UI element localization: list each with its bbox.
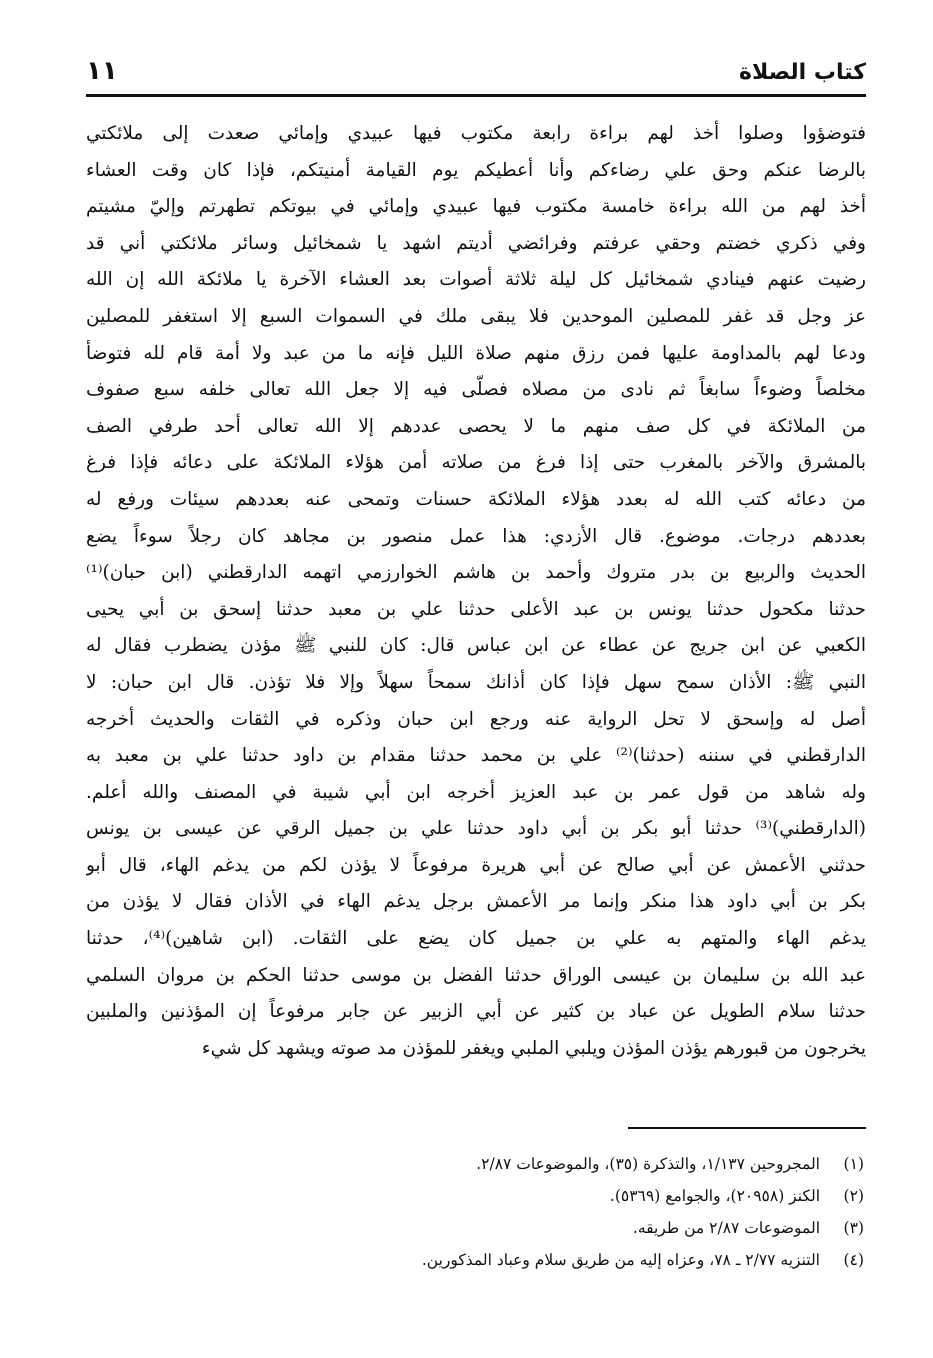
footnote-text: الموضوعات ٢/٨٧ من طريقه.: [632, 1219, 820, 1237]
text-line: يخرجون من قبورهم يؤذن المؤذن ويلبي الملبي ويغفر للمؤذن مد صوته ويشهد كل شيء: [201, 1037, 866, 1059]
text-line: وله شاهد من قول عمر بن عبد العزيز أخرجه ابن أبي شيبة في المصنف والله أعلم.: [86, 781, 866, 803]
text-line: حدثني الأعمش عن أبي صالح عن أبي هريرة مرفوعاً لا يؤذن لكم من يدغم الهاء، قال أبو: [86, 854, 866, 876]
footnote: [86, 1244, 866, 1276]
book-title: كتاب الصلاة: [739, 60, 866, 85]
footnote-text: الكنز (٢٠٩٥٨)، والجوامع (٥٣٦٩).: [609, 1187, 820, 1205]
footnote-number: (٢): [843, 1187, 864, 1205]
text-line: أخذ لهم من الله براءة خامسة مكتوب فيها عبيدي وإمائي في بيوتكم تطهرتم وإليّ مشيتم: [86, 196, 866, 218]
text-line: عبد الله بن سليمان بن عيسى الوراق حدثنا الفضل بن موسى حدثنا الحكم بن مروان السلمي: [86, 964, 866, 986]
footnote-text: المجروحين ١/١٣٧، والتذكرة (٣٥)، والموضوعات ٢/٨٧.: [476, 1155, 820, 1173]
text-line: بالرضا عنكم وحق علي رضاءكم وأنا أعطيكم يوم القيامة أمنيتكم، فإذا كان وقت العشاء: [86, 159, 866, 181]
text-line: فتوضؤوا وصلوا أخذ لهم براءة رابعة مكتوب فيها عبيدي وإمائي صعدت إلى ملائكتي: [86, 123, 866, 144]
footnote: [86, 1212, 866, 1244]
text-line: ودعا لهم بالمداومة عليها فمن رزق منهم صلاة الليل فإنه ما من عبد ولا أمة قام لله فتوضأ: [86, 342, 866, 364]
text-line: يدغم الهاء والمتهم به علي بن جميل كان يضع على الثقات. (ابن شاهين)⁽⁴⁾، حدثنا: [86, 928, 866, 950]
text-line: الدارقطني في سننه (حدثنا)⁽²⁾ علي بن محمد حدثنا مقدام بن داود حدثنا علي بن معبد به: [86, 745, 866, 767]
header-rule: [86, 94, 866, 97]
footnote-text: التنزيه ٢/٧٧ ـ ٧٨، وعزاه إليه من طريق سلام وعباد المذكورين.: [421, 1251, 820, 1269]
text-line: وفي ذكري خضتم وحقي عرفتم وفرائضي أديتم اشهد يا شمخائيل وسائر ملائكتي أني قد: [86, 232, 866, 254]
text-line: مخلصاً وضوءاً سابغاً ثم نادى من مصلاه فصلّى فيه إلا جعل الله تعالى خلفه سبع صفوف: [86, 379, 866, 401]
text-line: الكعبي عن ابن جريج عن عطاء عن ابن عباس قال: كان للنبي ﷺ مؤذن يضطرب فقال له: [86, 635, 866, 657]
footnotes: [86, 1148, 866, 1276]
footnote: [86, 1148, 866, 1180]
footnote: [86, 1180, 866, 1212]
text-line: حدثنا مكحول حدثنا يونس بن عبد الأعلى حدثنا علي بن معبد حدثنا إسحق بن أبي يحيى: [86, 598, 866, 620]
text-line: رضيت عنهم فينادي شمخائيل كل ليلة ثلاثة أصوات بعد العشاء الآخرة يا ملائكة الله إن الله: [86, 269, 866, 291]
text-line: من دعائه كتب الله له بعدد هؤلاء الملائكة حسنات وتمحى عنه بعددهم سيئات ورفع له: [86, 488, 866, 510]
text-line: حدثنا سلام الطويل عن عباد بن كثير عن أبي الزبير عن جابر مرفوعاً إن المؤذنين والملبين: [86, 1001, 866, 1023]
text-line: أصل له وإسحق لا تحل الرواية عنه ورجع ابن حبان وذكره في الثقات والحديث أخرجه: [86, 708, 866, 730]
text-line: بكر بن أبي داود هذا منكر وإنما مر الأعمش برجل يدغم الهاء في الأذان فقال لا يؤذن من: [86, 891, 866, 913]
footnote-number: (٣): [843, 1219, 864, 1237]
body-text: [86, 116, 866, 1067]
text-line: النبي ﷺ: الأذان سمح سهل فإذا كان أذانك سمحاً سهلاً وإلا فلا تؤذن. قال ابن حبان: لا: [86, 671, 866, 693]
text-line: الحديث والربيع بن بدر متروك وأحمد بن هاشم الخوارزمي اتهمه الدارقطني (ابن حبان)⁽¹⁾: [86, 562, 866, 584]
text-line: عز وجل قد غفر للمصلين الموحدين فلا يبقى ملك في السموات السبع إلا استغفر للمصلين: [86, 305, 866, 327]
footnote-number: (٤): [843, 1251, 864, 1269]
running-head: [86, 52, 866, 96]
footnote-rule: [628, 1127, 866, 1129]
text-line: من الملائكة في كل صف منهم ما لا يحصى عددهم إلا الله تعالى أحد طرفي الصف: [86, 415, 866, 437]
footnote-number: (١): [843, 1155, 864, 1173]
page-number: ١١: [86, 56, 118, 86]
text-line: (الدارقطني)⁽³⁾ حدثنا أبو بكر بن أبي داود حدثنا علي بن جميل الرقي عن عيسى بن يونس: [86, 818, 866, 840]
text-line: بالمشرق والآخر بالمغرب حتى إذا فرغ من صلاته أمن هؤلاء الملائكة على دعائه فإذا فرغ: [86, 452, 866, 474]
text-line: بعددهم درجات. موضوع. قال الأزدي: هذا عمل منصور بن مجاهد كان رجلاً سوءاً يضع: [86, 525, 866, 547]
